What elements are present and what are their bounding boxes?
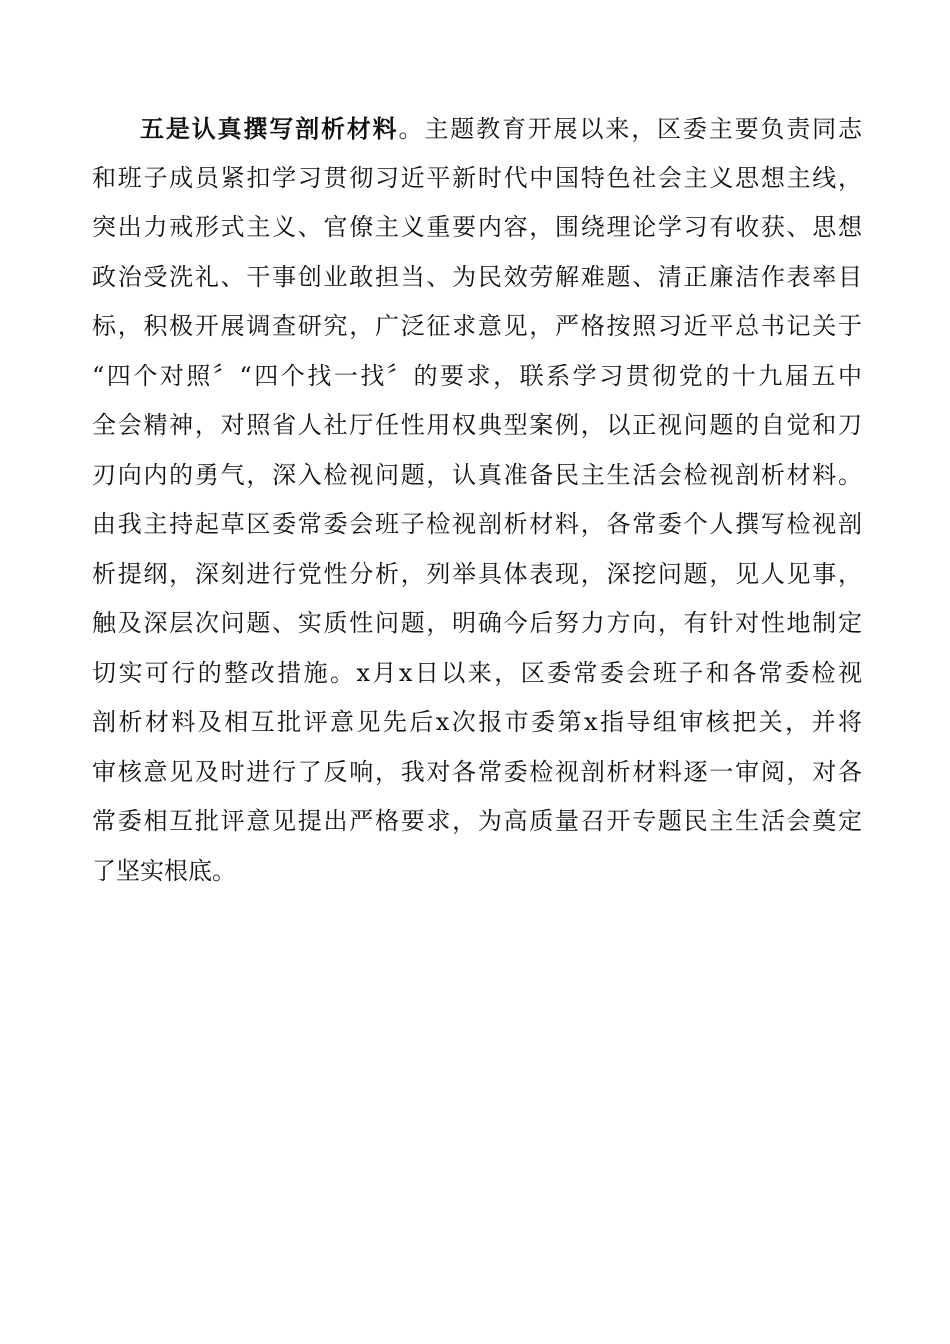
paragraph-line-14: 审核意见及时进行了反响，我对各常委检视剖析材料逐一审阅，对各 [92,757,862,786]
paragraph-line-10: 析提纲，深刻进行党性分析，列举具体表现，深挖问题，见人见事， [92,559,862,588]
paragraph-line-15: 常委相互批评意见提出严格要求，为高质量召开专题民主生活会奠定 [92,807,862,835]
paragraph-line-7: 全会精神，对照省人社厅任性用权典型案例，以正视问题的自觉和刀 [92,411,862,439]
paragraph-line-1 [92,104,862,154]
paragraph-line-9: 由我主持起草区委常委会班子检视剖析材料，各常委个人撰写检视剖 [92,510,862,538]
paragraph-lead-heading: 五是认真撰写剖析材料 [140,114,399,143]
paragraph-line-6: “四个对照〞“四个找一找〞的要求，联系学习贯彻党的十九届五中 [92,361,862,390]
paragraph-line-12: 切实可行的整改措施。x月x日以来，区委常委会班子和各常委检视 [92,658,862,687]
paragraph-line-5: 标，积极开展调查研究，广泛征求意见，严格按照习近平总书记关于 [92,312,862,340]
body-paragraph [92,104,862,896]
paragraph-line-16: 了坚实根底。 [92,856,236,885]
paragraph-line-3: 突出力戒形式主义、官僚主义重要内容，围绕理论学习有收获、思想 [92,213,862,241]
paragraph-line-11: 触及深层次问题、实质性问题，明确今后努力方向，有针对性地制定 [92,609,862,637]
paragraph-line-13: 剖析材料及相互批评意见先后x次报市委第x指导组审核把关，并将 [92,708,862,736]
paragraph-line-2: 和班子成员紧扣学习贯彻习近平新时代中国特色社会主义思想主线， [92,163,862,192]
paragraph-line-8: 刃向内的勇气，深入检视问题，认真准备民主生活会检视剖析材料。 [92,460,862,489]
paragraph-line-4: 政治受洗礼、干事创业敢担当、为民效劳解难题、清正廉洁作表率目 [92,262,862,291]
paragraph-line-1-text: 。主题教育开展以来，区委主要负责同志 [398,115,863,143]
